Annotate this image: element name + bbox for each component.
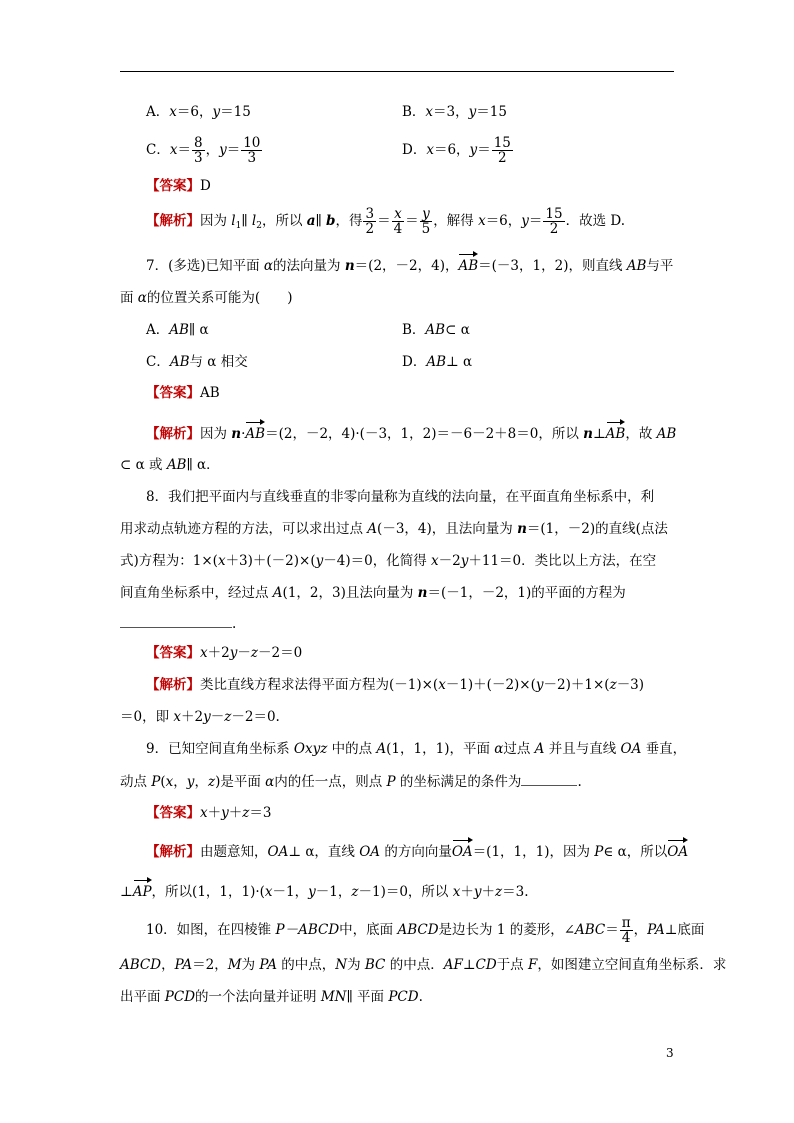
answer-blank (521, 771, 577, 786)
answer-tag: 【答案】 (146, 178, 200, 194)
fraction: $\frac{10}{3}$ (243, 135, 261, 166)
q6-analysis: 【解析】因为 $l_1\parallel$ $l_2$，所以 a∥ b，得 $\frac{3}{2}$ ＝ $\frac{x}{4}$ ＝ $\frac{y}{5}$ ，解得 x＝6，y＝ $\frac{15}{2}$ ．故选 D. (146, 206, 626, 237)
q8-stem-line3: 式)方程为：1×(x＋3)＋(－2)×(y－4)＝0，化简得 x－2y＋11＝0．类比以上方法，在空 (120, 553, 657, 569)
q8-answer-blank-line: . (120, 613, 236, 634)
q8-analysis-line1: 【解析】类比直线方程求法得平面方程为(－1)×(x－1)＋(－2)×(y－2)＋1×(z－3) (146, 677, 645, 693)
vector-ab: AB (458, 258, 479, 274)
q9-analysis-line2: ⊥AP，所以(1，1，1)·(x－1，y－1，z－1)＝0，所以 x＋y＋z＝3. (120, 884, 529, 900)
fraction: $\frac{15}{2}$ (493, 135, 511, 166)
answer-blank (120, 613, 232, 628)
q6-answer: 【答案】D (146, 178, 211, 194)
vector-oa: OA (451, 844, 473, 860)
q8-analysis-line2: ＝0，即 x＋2y－z－2＝0. (120, 709, 280, 725)
answer-tag: 【答案】 (146, 805, 200, 821)
q8-answer: 【答案】x＋2y－z－2＝0 (146, 645, 303, 661)
q10-stem-line3: 出平面 PCD的一个法向量并证明 MN∥ 平面 PCD. (120, 989, 423, 1005)
q8-stem-line2: 用求动点轨迹方程的方法，可以求出过点 A(－3，4)，且法向量为 n＝(1，－2)的直线(点法 (120, 521, 668, 537)
q7-analysis-line1: 【解析】因为 n·AB＝(2，－2，4)·(－3，1，2)＝－6－2＋8＝0，所以 n⊥AB，故 AB (146, 426, 677, 442)
q6-option-a: A．x＝6，y＝15 (146, 104, 251, 120)
q6-option-d: D．x＝6，y＝ $\frac{15}{2}$ (402, 135, 511, 166)
page-number: 3 (666, 1046, 674, 1060)
q9-stem-line1: 9．已知空间直角坐标系 Oxyz 中的点 A(1，1，1)，平面 α过点 A 并且与直线 OA 垂直， (146, 741, 687, 757)
q7-stem-line1: 7．(多选)已知平面 α的法向量为 n＝(2，－2，4)，AB＝(－3，1，2)，则直线 AB与平 (146, 258, 674, 274)
answer-tag: 【答案】 (146, 385, 200, 401)
q9-stem-line2: 动点 P(x，y，z)是平面 α内的任一点，则点 P 的坐标满足的条件为 . (120, 771, 582, 792)
analysis-tag: 【解析】 (146, 844, 200, 860)
answer-tag: 【答案】 (146, 645, 200, 661)
q9-analysis-line1: 【解析】由题意知，OA⊥ α，直线 OA 的方向向量OA＝(1，1，1)，因为 P∈ α，所以OA (146, 844, 689, 860)
q7-analysis-line2: ⊂ α 或 AB∥ α． (120, 457, 220, 473)
q10-stem-line2: ABCD，PA＝2，M为 PA 的中点，N为 BC 的中点．AF⊥CD于点 F，如图建立空间直角坐标系．求 (120, 957, 727, 973)
q7-option-c: C．AB与 α 相交 (146, 354, 248, 370)
q8-stem-line4: 间直角坐标系中，经过点 A(1，2，3)且法向量为 n＝(－1，－2，1)的平面的方程为 (120, 585, 626, 601)
fraction: $\frac{8}{3}$ (193, 135, 203, 166)
q7-option-b: B．AB⊂ α (402, 322, 470, 338)
q7-stem-line2: 面 α的位置关系可能为( ) (120, 290, 293, 306)
q7-answer: 【答案】AB (146, 385, 220, 401)
analysis-tag: 【解析】 (146, 677, 200, 693)
q8-stem-line1: 8．我们把平面内与直线垂直的非零向量称为直线的法向量，在平面直角坐标系中，利 (146, 489, 655, 505)
fraction: $\frac{\pi}{4}$ (621, 915, 631, 946)
header-rule (120, 71, 674, 72)
q6-option-c: C．x＝ $\frac{8}{3}$ ，y＝ $\frac{10}{3}$ (146, 135, 261, 166)
vector-ap: AP (132, 884, 152, 900)
q10-stem-line1: 10．如图，在四棱锥 P－ABCD中，底面 ABCD是边长为 1 的菱形，∠ABC＝ $\frac{\pi}{4}$ ，PA⊥底面 (146, 915, 705, 946)
q7-option-d: D．AB⊥ α (402, 354, 473, 370)
analysis-tag: 【解析】 (146, 426, 200, 442)
q6-option-b: B．x＝3，y＝15 (402, 104, 507, 120)
analysis-tag: 【解析】 (146, 213, 200, 229)
q7-option-a: A．AB∥ α (146, 322, 209, 338)
q9-answer: 【答案】x＋y＋z＝3 (146, 805, 272, 821)
